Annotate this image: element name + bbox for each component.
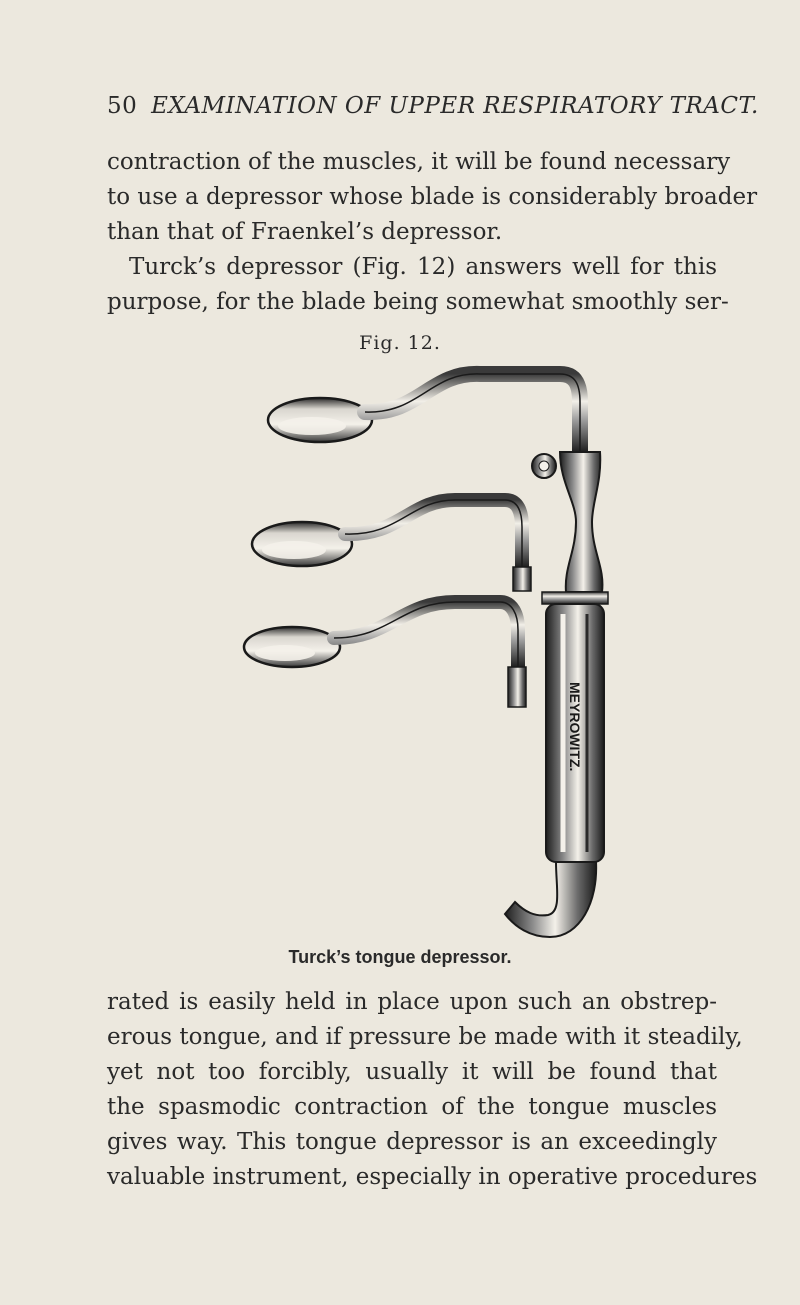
tongue-depressor-illustration	[230, 362, 630, 952]
figure-caption: Turck’s tongue depressor.	[288, 947, 512, 967]
text-line: contraction of the muscles, it will be found necessary	[107, 149, 731, 175]
text-line: Turck’s depressor (Fig. 12) answers well for this	[129, 254, 717, 280]
blade-medium	[252, 500, 531, 591]
text-line: gives way. This tongue depressor is an exceedingly	[107, 1129, 717, 1155]
blade-large	[268, 374, 580, 452]
blade-small	[244, 602, 526, 707]
text-line: the spasmodic contraction of the tongue muscles	[107, 1094, 717, 1120]
paragraph-2	[107, 985, 758, 1195]
text-line: purpose, for the blade being somewhat smoothly ser-	[107, 289, 729, 315]
running-head	[107, 93, 759, 119]
text-line: to use a depressor whose blade is considerably broader	[107, 184, 758, 210]
handle-inscription: MEYROWITZ.	[567, 682, 583, 772]
text-line: yet not too forcibly, usually it will be found that	[107, 1059, 717, 1085]
text-line: valuable instrument, especially in operative procedures	[107, 1164, 758, 1190]
text-line: erous tongue, and if pressure be made with it steadily,	[107, 1024, 743, 1050]
page-number: 50	[107, 93, 138, 119]
figure-label: Fig. 12.	[359, 332, 441, 354]
text-line: rated is easily held in place upon such an obstrep-	[107, 989, 717, 1015]
screw-knob	[532, 454, 556, 478]
running-title: EXAMINATION OF UPPER RESPIRATORY TRACT.	[151, 93, 759, 119]
paragraph-1	[107, 145, 758, 320]
text-line: than that of Fraenkel’s depressor.	[107, 219, 503, 245]
